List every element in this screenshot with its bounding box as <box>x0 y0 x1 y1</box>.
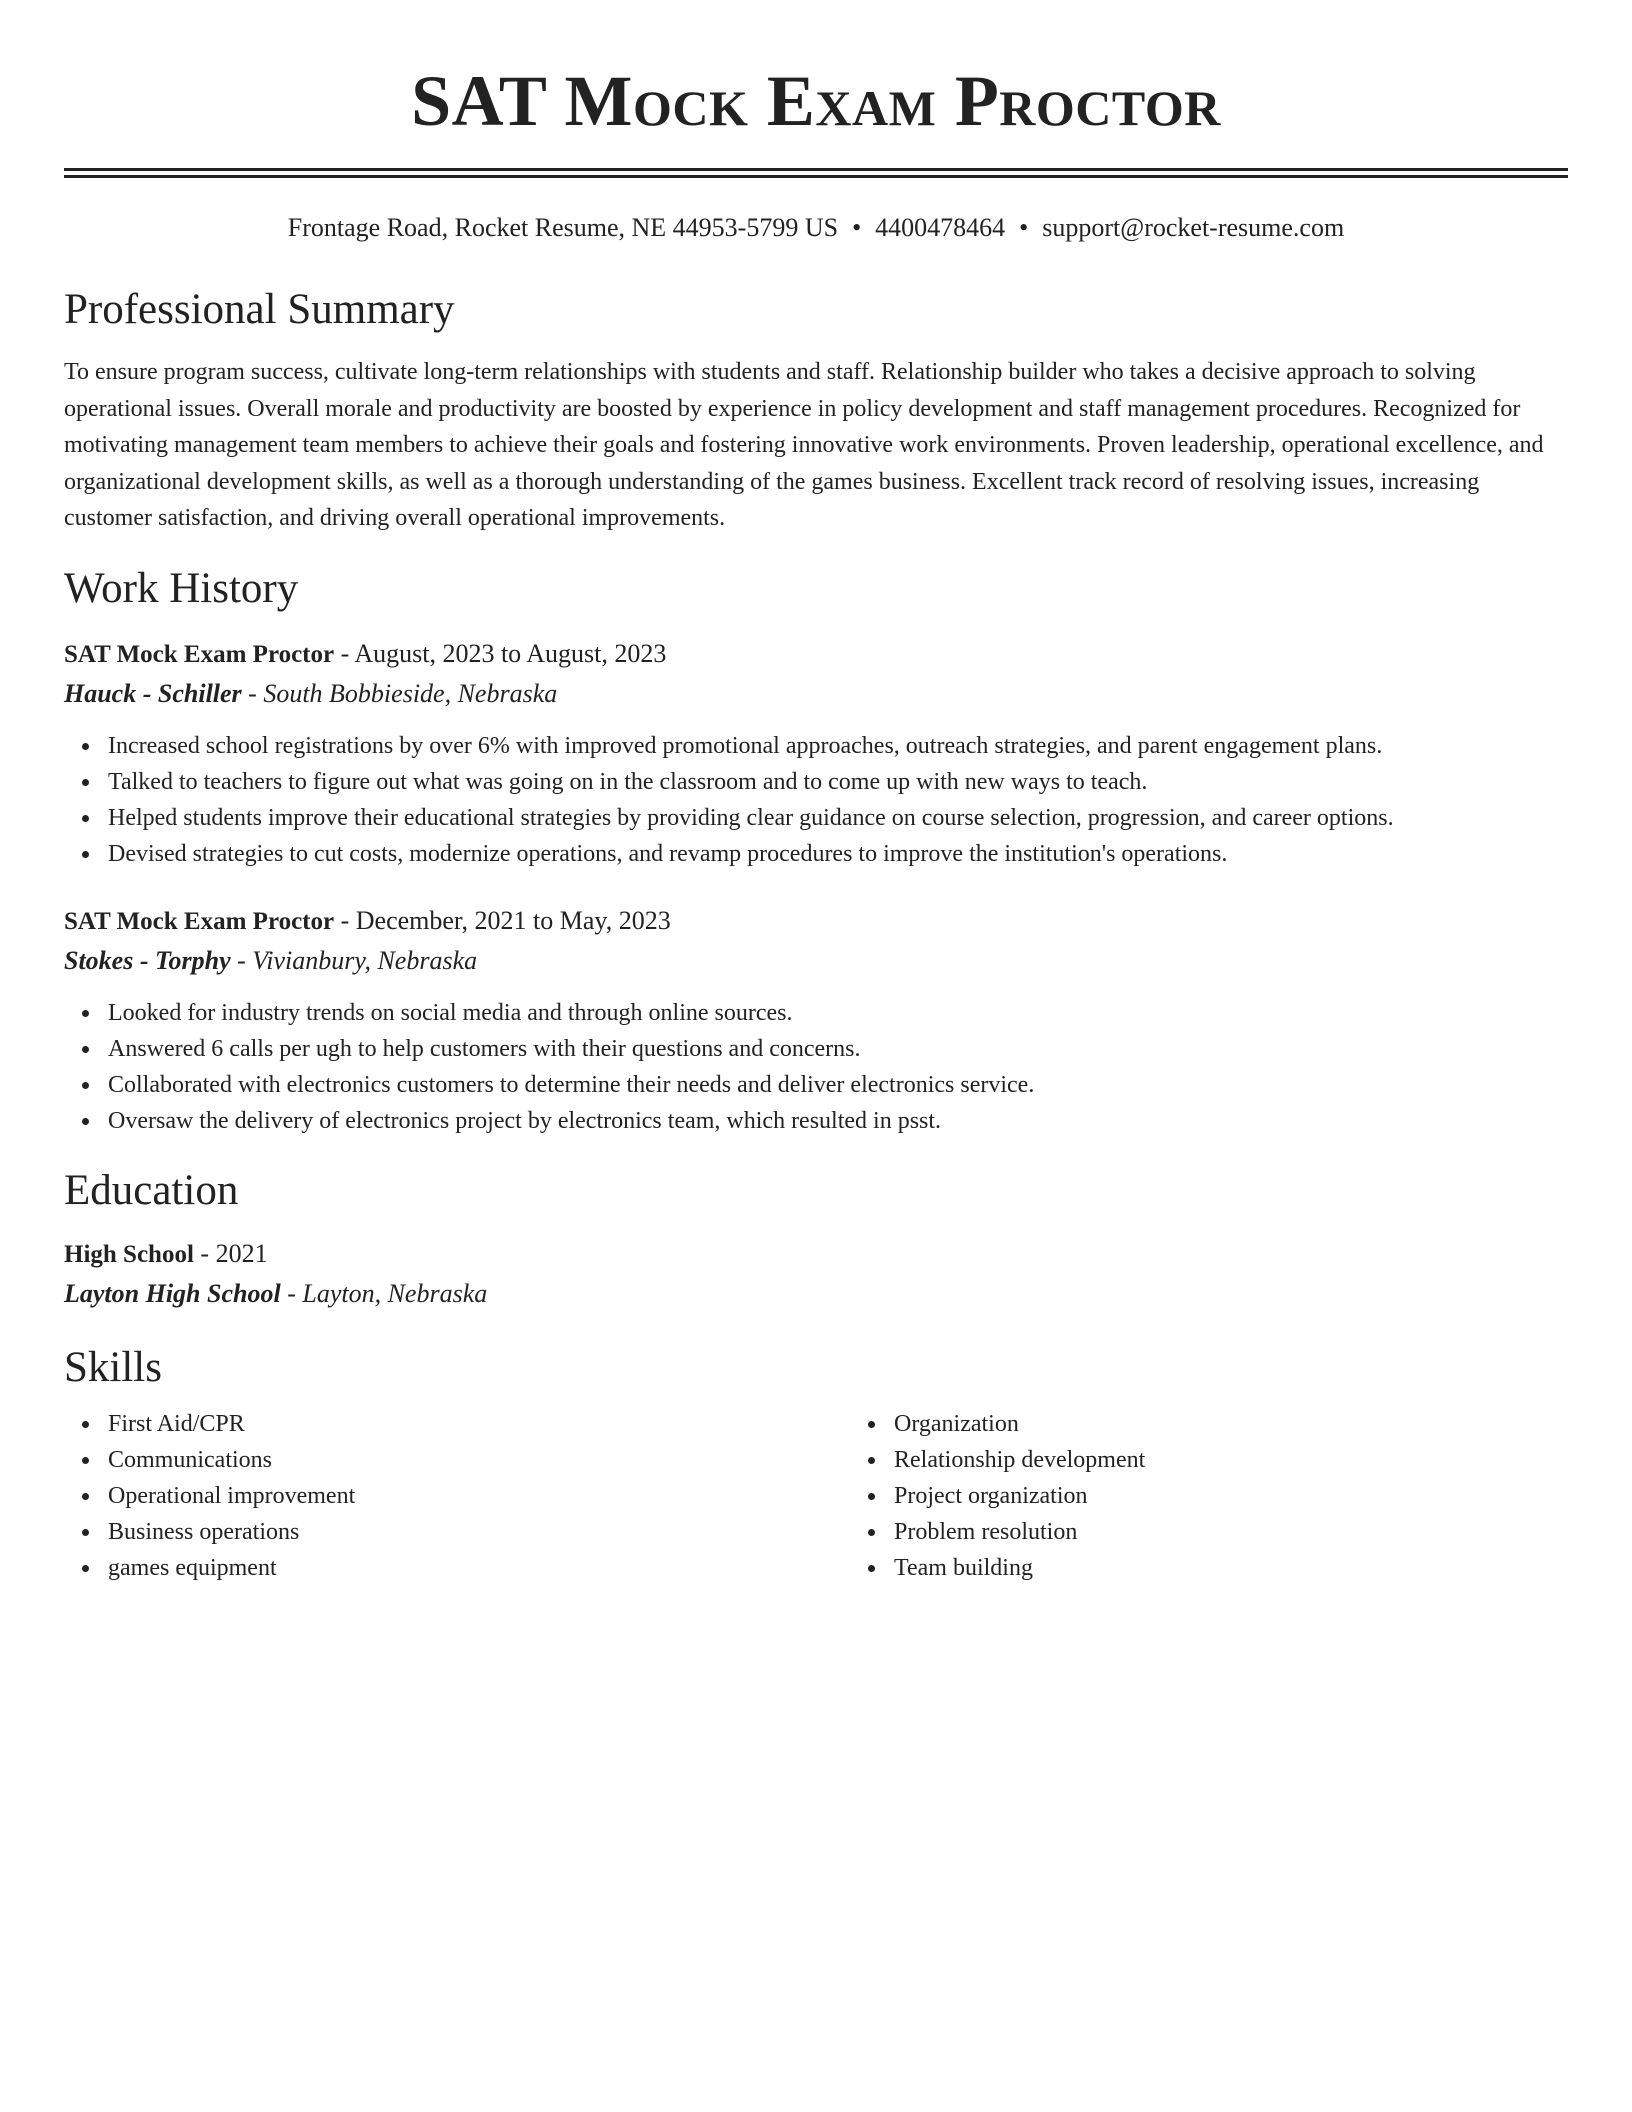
school-location: - Layton, Nebraska <box>280 1278 488 1308</box>
job-entry <box>64 635 1568 872</box>
list-item: Increased school registrations by over 6% with improved promotional approaches, outreach strategies, and parent engagement plans. <box>108 728 1568 764</box>
employer-location: - South Bobbieside, Nebraska <box>241 678 558 708</box>
skills-columns <box>64 1406 1568 1586</box>
contact-phone: 4400478464 <box>875 213 1006 242</box>
skill-item: Relationship development <box>894 1442 1632 1478</box>
work-history-heading: Work History <box>64 564 299 612</box>
contact-line <box>64 212 1568 244</box>
list-item: Oversaw the delivery of electronics project by electronics team, which resulted in psst. <box>108 1103 1568 1139</box>
skill-item: Problem resolution <box>894 1514 1632 1550</box>
header-divider <box>64 168 1568 178</box>
job-entry <box>64 902 1568 1139</box>
list-item: Talked to teachers to figure out what was going on in the classroom and to come up with new ways to teach. <box>108 764 1568 800</box>
job-title-line <box>64 635 1568 674</box>
employer-name: Stokes - Torphy <box>64 945 231 975</box>
contact-email: support@rocket-resume.com <box>1042 213 1345 242</box>
skill-item: Organization <box>894 1406 1632 1442</box>
education-heading: Education <box>64 1166 239 1214</box>
graduation-year: - 2021 <box>193 1238 268 1268</box>
skill-item: Business operations <box>108 1514 850 1550</box>
skills-list-right <box>850 1406 1632 1586</box>
job-duties <box>64 728 1568 872</box>
list-item: Looked for industry trends on social media and through online sources. <box>108 995 1568 1031</box>
school-line <box>64 1274 1568 1314</box>
degree-line <box>64 1235 1568 1274</box>
summary-text: To ensure program success, cultivate long-term relationships with students and staff. Relationship builder who takes a decisive approach to solving operational issues. Overall morale and productivity are boosted by experience in policy development and staff management procedures. Recognized for motivating management team members to achieve their goals and fostering innovative work environments. Proven leadership, operational excellence, and organizational development skills, as well as a thorough understanding of the games business. Excellent track record of resolving issues, increasing customer satisfaction, and driving overall operational improvements. <box>64 359 1544 531</box>
skill-item: games equipment <box>108 1550 850 1586</box>
page-title: SAT Mock Exam Proctor <box>411 61 1221 141</box>
job-dates: - August, 2023 to August, 2023 <box>334 638 667 668</box>
job-title-line <box>64 902 1568 941</box>
contact-separator: • <box>852 213 862 242</box>
employer-line <box>64 674 1568 714</box>
skill-item: Project organization <box>894 1478 1632 1514</box>
skills-list-left <box>64 1406 850 1586</box>
list-item: Helped students improve their educational strategies by providing clear guidance on course selection, progression, and career options. <box>108 800 1568 836</box>
list-item: Devised strategies to cut costs, modernize operations, and revamp procedures to improve the institution's operations. <box>108 836 1568 872</box>
employer-name: Hauck - Schiller <box>64 678 242 708</box>
skill-item: First Aid/CPR <box>108 1406 850 1442</box>
skill-item: Team building <box>894 1550 1632 1586</box>
skills-heading: Skills <box>64 1343 162 1391</box>
contact-address: Frontage Road, Rocket Resume, NE 44953-5799 US <box>287 213 839 242</box>
list-item: Collaborated with electronics customers to determine their needs and deliver electronics service. <box>108 1067 1568 1103</box>
job-dates: - December, 2021 to May, 2023 <box>334 905 671 935</box>
skill-item: Operational improvement <box>108 1478 850 1514</box>
employer-line <box>64 941 1568 981</box>
list-item: Answered 6 calls per ugh to help customers with their questions and concerns. <box>108 1031 1568 1067</box>
job-role: SAT Mock Exam Proctor <box>64 640 335 668</box>
job-duties <box>64 995 1568 1139</box>
contact-separator: • <box>1019 213 1029 242</box>
skill-item: Communications <box>108 1442 850 1478</box>
education-entry <box>64 1235 1568 1314</box>
school-name: Layton High School <box>64 1278 281 1308</box>
degree-name: High School <box>64 1240 194 1268</box>
summary-heading: Professional Summary <box>64 286 455 333</box>
employer-location: - Vivianbury, Nebraska <box>230 945 478 975</box>
job-role: SAT Mock Exam Proctor <box>64 907 335 935</box>
